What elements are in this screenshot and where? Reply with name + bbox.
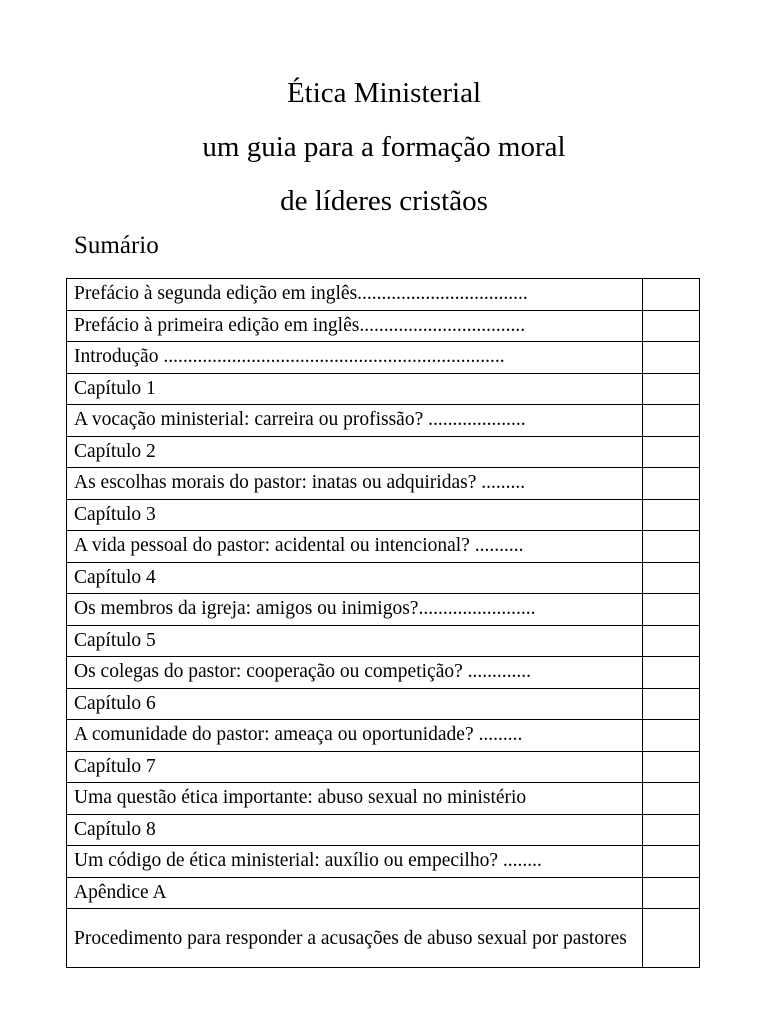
toc-row [67,814,700,846]
toc-row [67,531,700,563]
toc-entry-page [643,909,700,968]
toc-row [67,373,700,405]
toc-row [67,499,700,531]
toc-entry-label: Capítulo 1 [67,373,643,405]
toc-entry-page [643,688,700,720]
toc-entry-page [643,594,700,626]
toc-entry-page [643,783,700,815]
toc-entry-label: Apêndice A [67,877,643,909]
toc-entry-page [643,846,700,878]
toc-row [67,594,700,626]
toc-entry-label: As escolhas morais do pastor: inatas ou adquiridas? ......... [67,468,643,500]
title-line-1: Ética Ministerial [286,77,482,109]
toc-row [67,342,700,374]
summary-heading: Sumário [74,232,159,259]
toc-row [67,720,700,752]
toc-entry-page [643,468,700,500]
toc-row [67,468,700,500]
toc-entry-label: A vida pessoal do pastor: acidental ou intencional? .......... [67,531,643,563]
toc-entry-page [643,405,700,437]
title-line-2: um guia para a formação moral [202,131,566,163]
toc-entry-label: Capítulo 8 [67,814,643,846]
toc-row [67,279,700,311]
toc-row [67,877,700,909]
toc-entry-label: Os colegas do pastor: cooperação ou competição? ............. [67,657,643,689]
toc-entry-label: Prefácio à primeira edição em inglês.................................. [67,310,643,342]
toc-entry-label: Capítulo 3 [67,499,643,531]
toc-entry-label: Capítulo 4 [67,562,643,594]
toc-row [67,657,700,689]
toc-entry-page [643,279,700,311]
toc-entry-page [643,531,700,563]
toc-entry-label: Capítulo 6 [67,688,643,720]
toc-entry-label: Capítulo 7 [67,751,643,783]
toc-row [67,405,700,437]
toc-row [67,783,700,815]
toc-entry-label: Prefácio à segunda edição em inglês................................... [67,279,643,311]
toc-row [67,625,700,657]
toc-entry-page [643,751,700,783]
toc-row [67,436,700,468]
toc-entry-page [643,342,700,374]
toc-entry-page [643,720,700,752]
toc-entry-label: Capítulo 2 [67,436,643,468]
toc-entry-page [643,625,700,657]
toc-entry-label: A comunidade do pastor: ameaça ou oportunidade? ......... [67,720,643,752]
toc-entry-label: Um código de ética ministerial: auxílio ou empecilho? ........ [67,846,643,878]
toc-row [67,846,700,878]
document-title [0,66,768,228]
toc-entry-label: Procedimento para responder a acusações de abuso sexual por pastores [67,909,643,968]
table-of-contents [66,278,700,968]
toc-row [67,310,700,342]
toc-entry-page [643,814,700,846]
toc-entry-page [643,877,700,909]
toc-row [67,751,700,783]
toc-entry-label: Os membros da igreja: amigos ou inimigos?........................ [67,594,643,626]
title-line-3: de líderes cristãos [280,185,488,217]
toc-entry-page [643,657,700,689]
toc-entry-label: Capítulo 5 [67,625,643,657]
toc-entry-page [643,562,700,594]
toc-entry-label: Uma questão ética importante: abuso sexual no ministério [67,783,643,815]
toc-entry-label: A vocação ministerial: carreira ou profissão? .................... [67,405,643,437]
toc-entry-page [643,373,700,405]
toc-entry-page [643,499,700,531]
toc-entry-label: Introdução ...................................................................... [67,342,643,374]
toc-row [67,909,700,968]
toc-entry-page [643,436,700,468]
toc-row [67,562,700,594]
toc-row [67,688,700,720]
toc-entry-page [643,310,700,342]
